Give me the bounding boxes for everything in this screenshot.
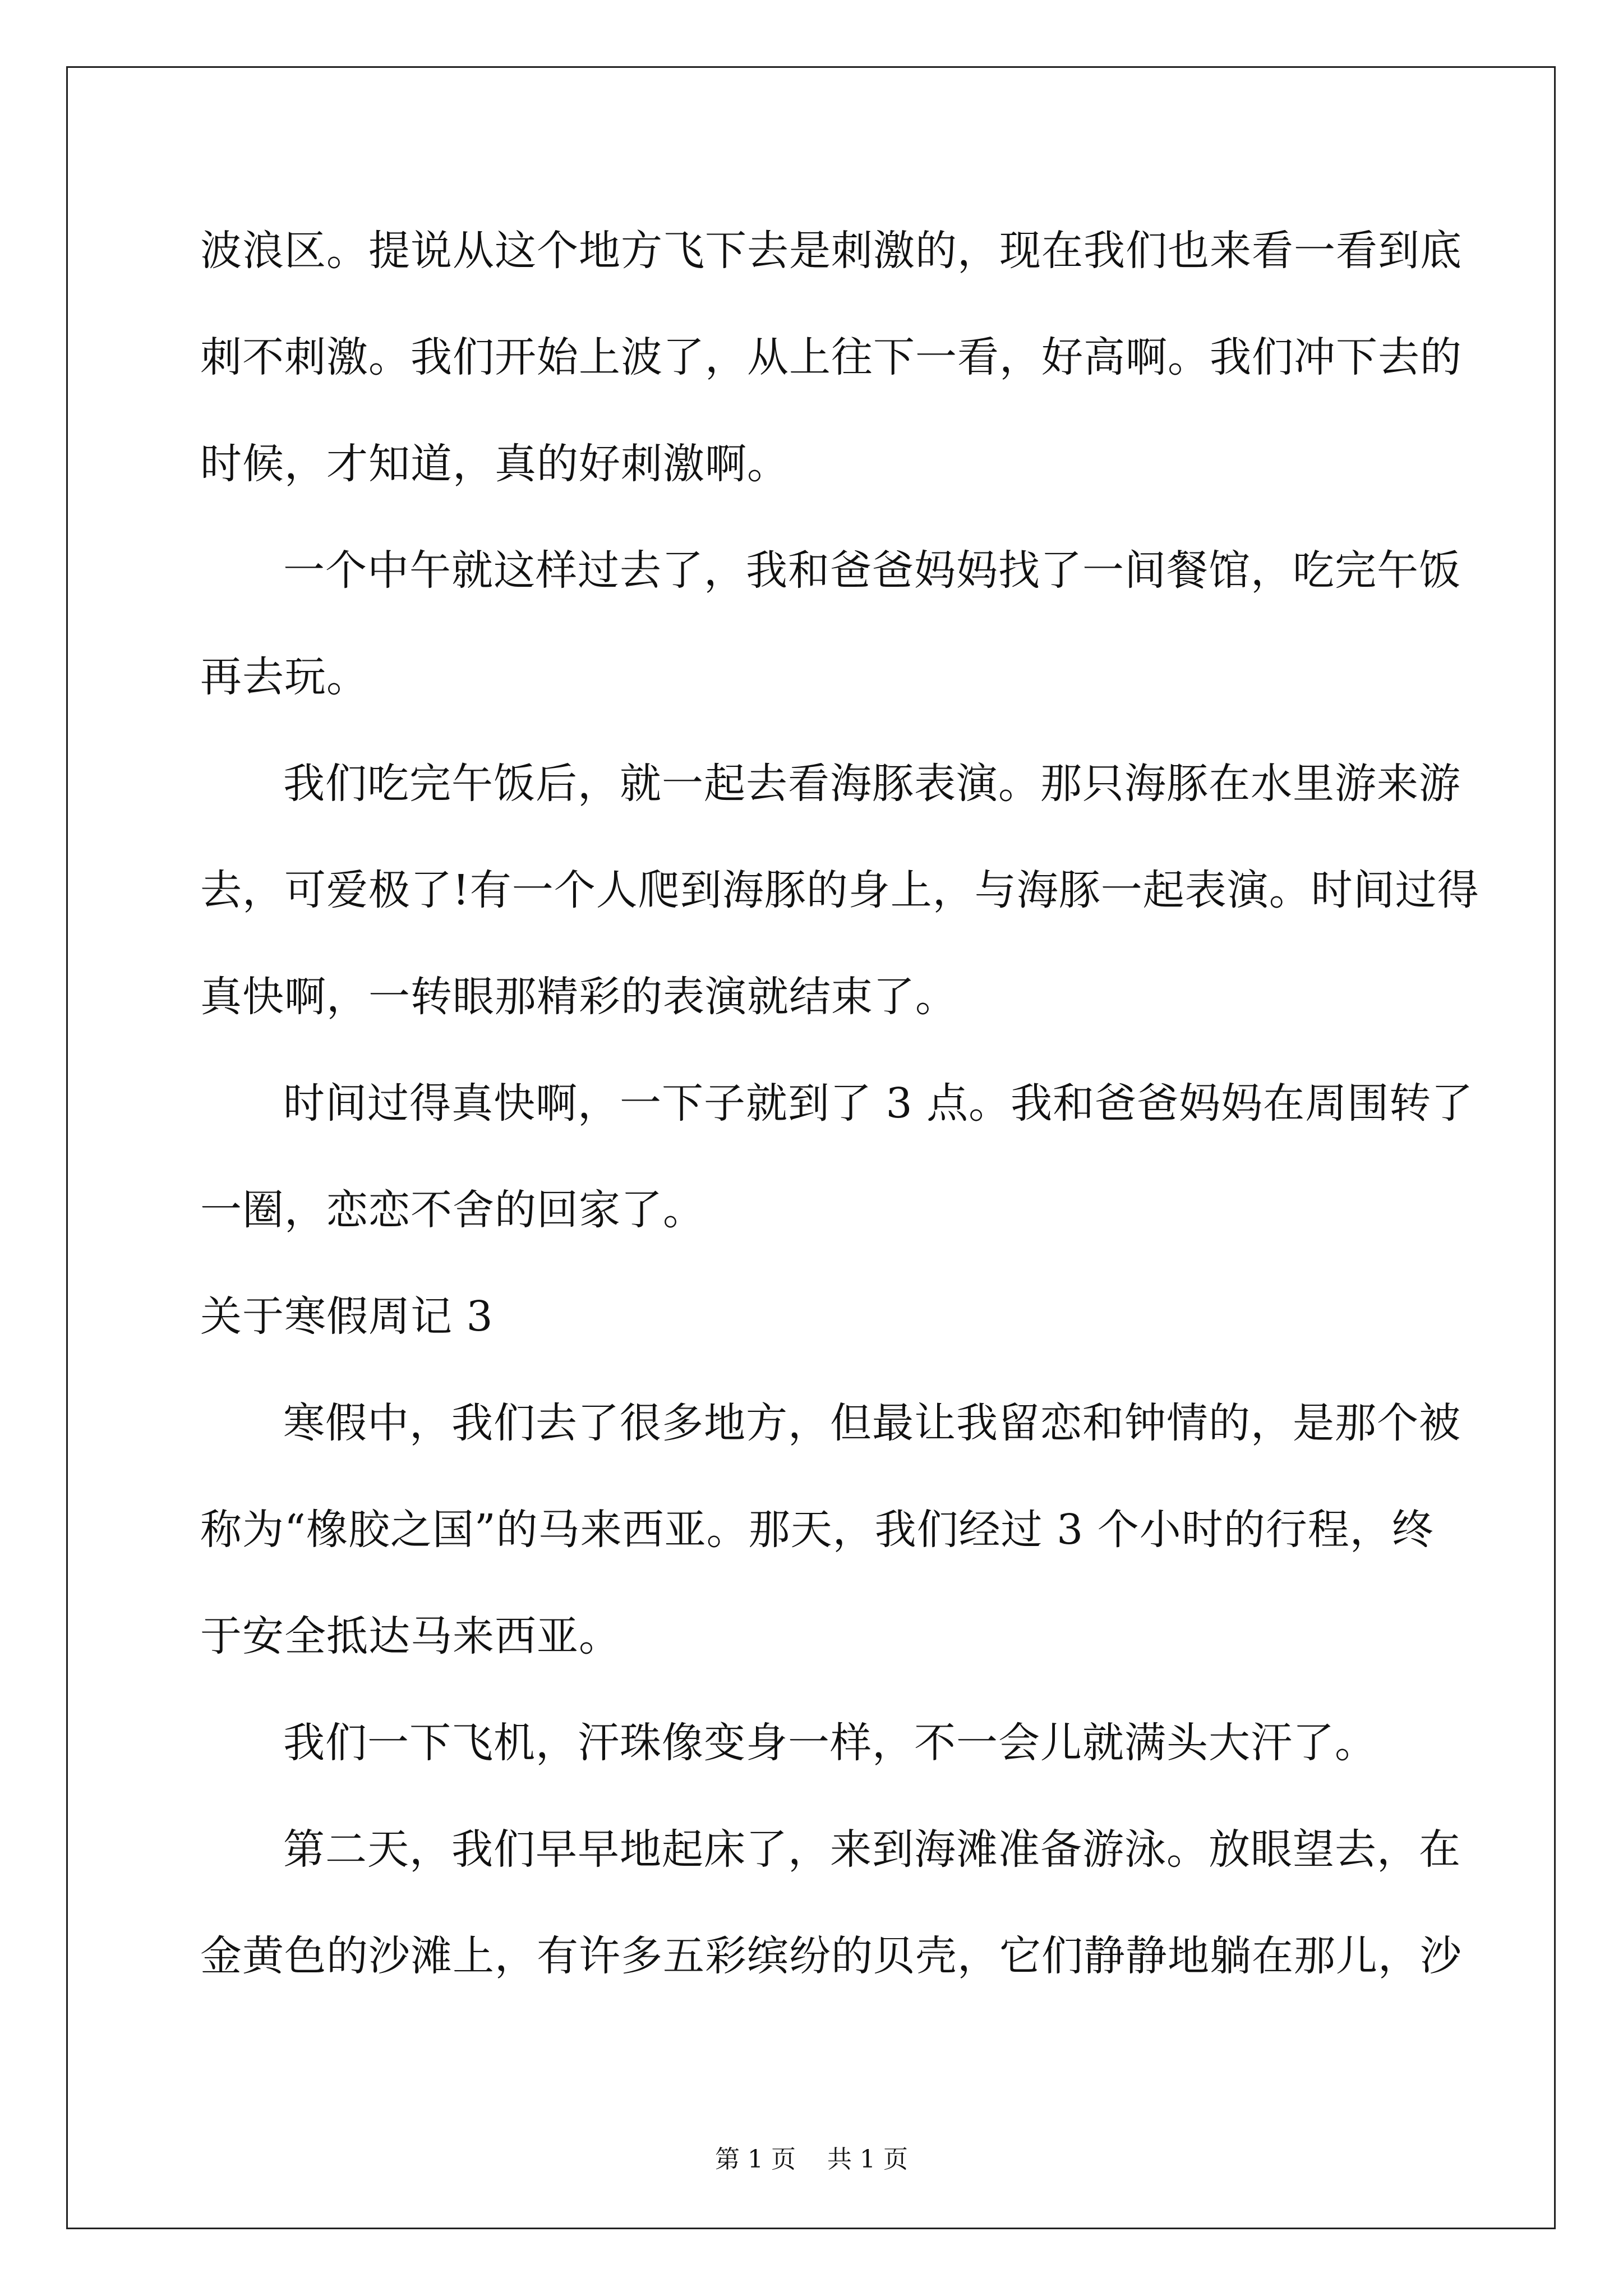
text-line-17: 金黄色的沙滩上，有许多五彩缤纷的贝壳，它们静静地躺在那儿，沙	[200, 1932, 1462, 1980]
text-line-13: 称为“橡胶之国”的马来西亚。那天，我们经过 3 个小时的行程，终	[200, 1506, 1434, 1554]
text-line-12: 寒假中，我们去了很多地方，但最让我留恋和钟情的，是那个被	[283, 1399, 1461, 1447]
page-number: 第 1 页	[715, 2145, 796, 2174]
text-line-5: 再去玩。	[200, 653, 368, 701]
text-line-7: 去，可爱极了!有一个人爬到海豚的身上，与海豚一起表演。时间过得	[200, 866, 1479, 914]
text-line-2: 刺不刺激。我们开始上波了，从上往下一看，好高啊。我们冲下去的	[200, 333, 1462, 381]
text-line-4: 一个中午就这样过去了，我和爸爸妈妈找了一间餐馆，吃完午饭	[283, 546, 1461, 595]
text-line-1: 波浪区。提说从这个地方飞下去是刺激的，现在我们也来看一看到底	[200, 227, 1462, 275]
text-line-9: 时间过得真快啊，一下子就到了 3 点。我和爸爸妈妈在周围转了	[283, 1079, 1474, 1128]
text-line-10: 一圈，恋恋不舍的回家了。	[200, 1186, 705, 1234]
page-total: 共 1 页	[827, 2145, 908, 2174]
section-heading: 关于寒假周记 3	[200, 1292, 494, 1341]
text-line-14: 于安全抵达马来西亚。	[200, 1612, 621, 1660]
document-body	[200, 197, 1479, 2009]
text-line-15: 我们一下飞机，汗珠像变身一样，不一会儿就满头大汗了。	[283, 1719, 1377, 1767]
text-line-16: 第二天，我们早早地起床了，来到海滩准备游泳。放眼望去，在	[283, 1825, 1461, 1874]
text-line-8: 真快啊，一转眼那精彩的表演就结束了。	[200, 973, 957, 1021]
text-line-6: 我们吃完午饭后，就一起去看海豚表演。那只海豚在水里游来游	[283, 760, 1461, 808]
text-line-3: 时候，才知道，真的好刺激啊。	[200, 440, 789, 488]
page-footer	[0, 2143, 1623, 2177]
